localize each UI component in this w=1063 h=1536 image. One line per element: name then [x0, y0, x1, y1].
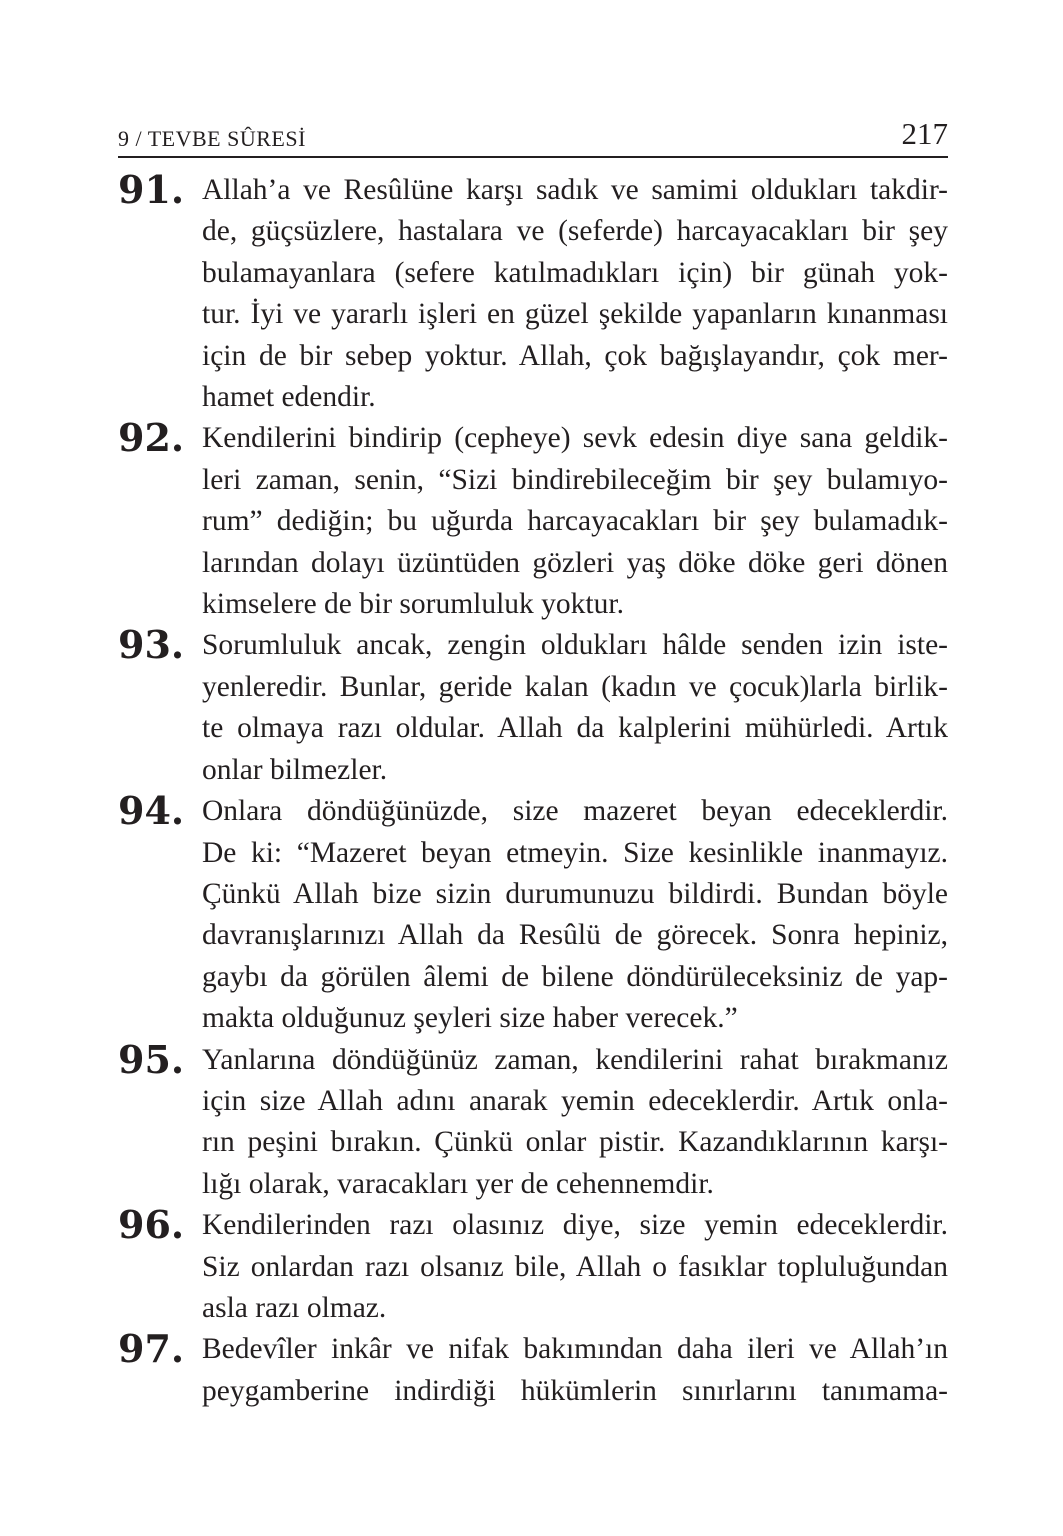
page-number: 217: [901, 116, 948, 151]
verse-line: için size Allah adını anarak yemin edeceklerdir. Artık onla-: [202, 1084, 948, 1117]
verse-line: Kendilerini bindirip (cepheye) sevk edesin diye sana geldik-: [202, 422, 948, 455]
verse-number: 97.: [118, 1326, 185, 1372]
verse-list: [118, 167, 948, 1412]
verse-95: [118, 1036, 948, 1206]
verse-92: [118, 415, 948, 625]
running-head: 9 / TEVBE SÛRESİ: [118, 126, 306, 151]
verse-text: [202, 1329, 948, 1412]
verse-line: bulamayanlara (sefere katılmadıkları için) bir günah yok-: [202, 256, 948, 289]
verse-line: Kendilerinden razı olasınız diye, size yemin edeceklerdir.: [202, 1209, 948, 1242]
verse-text: [202, 1205, 948, 1329]
verse-number: 92.: [118, 415, 185, 461]
verse-text: [202, 625, 948, 791]
verse-line: onlar bilmezler.: [202, 753, 388, 786]
verse-line: asla razı olmaz.: [202, 1291, 387, 1324]
verse-line: rum” dediğin; bu uğurda harcayacakları bir şey bulamadık-: [202, 505, 948, 538]
verse-number: 95.: [118, 1036, 185, 1082]
verse-line: Sorumluluk ancak, zengin oldukları hâlde senden izin iste-: [202, 629, 948, 662]
verse-line: makta olduğunuz şeyleri size haber verecek.”: [202, 1002, 738, 1035]
verse-number: 91.: [118, 167, 185, 212]
verse-line: kimselere de bir sorumluluk yoktur.: [202, 588, 624, 621]
verse-number: 93.: [118, 622, 185, 668]
verse-line: Allah’a ve Resûlüne karşı sadık ve samimi oldukları takdir-: [202, 174, 948, 206]
verse-94: [118, 788, 948, 1039]
verse-97: [118, 1326, 948, 1412]
verse-line: larından dolayı üzüntüden gözleri yaş döke döke geri dönen: [202, 546, 948, 579]
verse-line: yenleredir. Bunlar, geride kalan (kadın ve çocuk)larla birlik-: [202, 670, 948, 703]
page-header: [118, 112, 948, 158]
verse-text: [202, 170, 948, 418]
verse-line: davranışlarınızı Allah da Resûlü de görecek. Sonra hepiniz,: [202, 919, 948, 952]
verse-line: rın peşini bırakın. Çünkü onlar pistir. Kazandıklarının karşı-: [202, 1126, 948, 1159]
verse-line: peygamberine indirdiği hükümlerin sınırlarını tanımama-: [202, 1374, 948, 1407]
verse-line: Yanlarına döndüğünüz zaman, kendilerini rahat bırakmanız: [202, 1043, 948, 1076]
verse-text: [202, 1040, 948, 1206]
verse-line: Çünkü Allah bize sizin durumunuzu bildirdi. Bundan böyle: [202, 877, 948, 910]
verse-93: [118, 622, 948, 791]
verse-line: te olmaya razı oldular. Allah da kalplerini mühürledi. Artık: [202, 712, 948, 745]
verse-line: leri zaman, senin, “Sizi bindirebileceğim bir şey bulamıyo-: [202, 463, 948, 496]
verse-line: tur. İyi ve yararlı işleri en güzel şekilde yapanların kınanması: [202, 298, 948, 331]
verse-line: De ki: “Mazeret beyan etmeyin. Size kesinlikle inanmayız.: [202, 836, 948, 869]
verse-96: [118, 1202, 948, 1329]
verse-line: için de bir sebep yoktur. Allah, çok bağışlayandır, çok mer-: [202, 339, 948, 372]
verse-line: gaybı da görülen âlemi de bilene döndürüleceksiniz de yap-: [202, 960, 948, 993]
verse-line: Onlara döndüğünüzde, size mazeret beyan edeceklerdir.: [202, 795, 948, 828]
verse-number: 96.: [118, 1202, 185, 1248]
verse-line: Bedevîler inkâr ve nifak bakımından daha ileri ve Allah’ın: [202, 1333, 948, 1366]
verse-text: [202, 418, 948, 625]
verse-text: [202, 791, 948, 1039]
verse-line: de, güçsüzlere, hastalara ve (seferde) harcayacakları bir şey: [202, 215, 948, 248]
verse-line: lığı olarak, varacakları yer de cehennemdir.: [202, 1167, 714, 1200]
verse-line: Siz onlardan razı olsanız bile, Allah o fasıklar topluluğundan: [202, 1250, 948, 1283]
verse-number: 94.: [118, 788, 185, 834]
verse-line: hamet edendir.: [202, 381, 376, 414]
verse-91: [118, 167, 948, 418]
